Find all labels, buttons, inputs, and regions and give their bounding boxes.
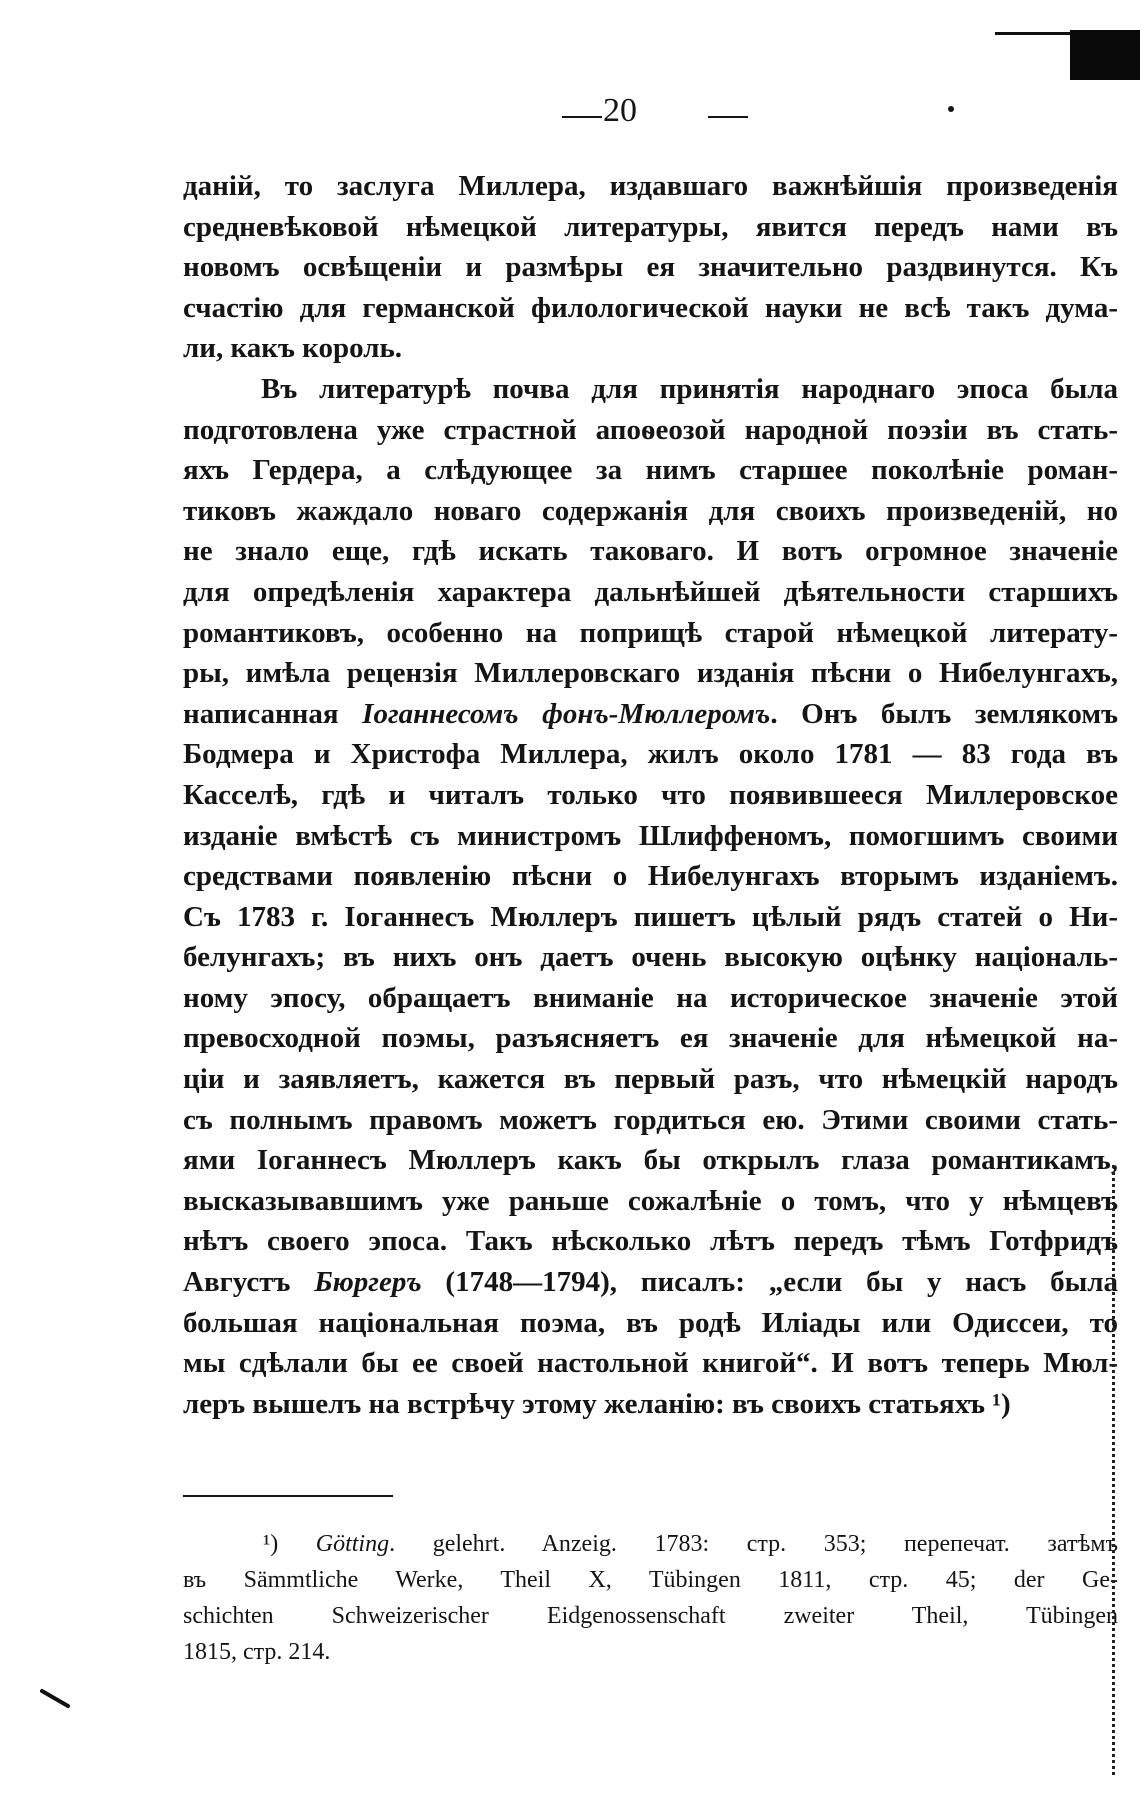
text-line: даній, то заслуга Миллера, издавшаго важнѣйшія произведенія [183,170,1118,202]
text-line: тиковъ жаждало новаго содержанія для своихъ произведеній, но [183,494,1118,527]
footnote-line: 1815, стр. 214. [183,1639,331,1665]
text-line: съ полнымъ правомъ можетъ гордиться ею. Этими своими стать- [183,1103,1118,1136]
page-number: 20 [603,92,637,129]
text-line: изданіе вмѣстѣ съ министромъ Шлиффеномъ, помогшимъ своими [183,819,1118,852]
text-line: высказывавшимъ уже раньше сожалѣніе о томъ, что у нѣмцевъ [183,1184,1118,1217]
text-line: счастію для германской филологической науки не всѣ такъ дума- [183,291,1118,324]
text-line: Касселѣ, гдѣ и читалъ только что появившееся Миллеровское [183,778,1118,811]
italic-name: Бюргеръ [314,1266,422,1299]
text-line: ціи и заявляетъ, кажется въ первый разъ, что нѣмецкій народъ [183,1063,1118,1096]
header-dot [948,106,954,112]
scan-corner-line [995,32,1080,35]
footnote [183,1526,1118,1670]
text-line: Августъ Бюргеръ (1748—1794), писалъ: „если бы у насъ была [183,1266,1118,1299]
italic-name: Іоганнесомъ фонъ-Мюллеромъ [362,697,771,730]
italic-name: Götting [315,1531,390,1557]
header-dash-right [708,116,748,118]
text-line: нѣтъ своего эпоса. Такъ нѣсколько лѣтъ передъ тѣмъ Готфридъ [183,1225,1118,1258]
scan-stray-mark [40,1688,72,1710]
text-line: большая національная поэма, въ родѣ Иліады или Одиссеи, то [183,1306,1118,1339]
text-line: ному эпосу, обращаетъ вниманіе на историческое значеніе этой [183,981,1118,1014]
text-line: средневѣковой нѣмецкой литературы, явится передъ нами въ [183,210,1118,243]
page-header [0,92,1140,142]
footnote-line: schichten Schweizerischer Eidgenossenschaft zweiter Theil, Tübingen [183,1603,1118,1629]
text-line: леръ вышелъ на встрѣчу этому желанію: въ своихъ статьяхъ ¹) [183,1387,1011,1420]
body-text [183,166,1118,1424]
text-line: мы сдѣлали бы ее своей настольной книгой“. И вотъ теперь Мюл- [183,1347,1118,1380]
text-line: написанная Іоганнесомъ фонъ-Мюллеромъ. Онъ былъ землякомъ [183,697,1119,730]
text-line: подготовлена уже страстной апоѳеозой народной поэзіи въ стать- [183,413,1118,446]
text-line: ли, какъ король. [183,332,403,365]
text-line: ями Іоганнесъ Мюллеръ какъ бы открылъ глаза романтикамъ, [183,1144,1118,1177]
text-line: ры, имѣла рецензія Миллеровскаго изданія пѣсни о Нибелунгахъ, [183,657,1118,690]
text-line: белунгахъ; въ нихъ онъ даетъ очень высокую оцѣнку національ- [183,941,1118,974]
text-line: романтиковъ, особенно на поприщѣ старой нѣмецкой литерату- [183,616,1118,649]
scan-corner-bar [1070,30,1140,80]
text-line: Съ 1783 г. Іоганнесъ Мюллеръ пишетъ цѣлый рядъ статей о Ни- [183,900,1118,933]
text-line: превосходной поэмы, разъясняетъ ея значеніе для нѣмецкой на- [183,1022,1118,1055]
footnote-line: ¹) Götting. gelehrt. Anzeig. 1783: стр. 353; перепечат. затѣмъ [263,1531,1118,1557]
text-line: яхъ Гердера, а слѣдующее за нимъ старшее поколѣніе роман- [183,454,1118,487]
text-line: новомъ освѣщеніи и размѣры ея значительно раздвинутся. Къ [183,251,1118,284]
text-line: Бодмера и Христофа Миллера, жилъ около 1781 — 83 года въ [183,738,1118,771]
text-line: Въ литературѣ почва для принятія народнаго эпоса была [261,372,1118,405]
footnote-line: въ Sämmtliche Werke, Theil X, Tübingen 1811, стр. 45; der Ge- [183,1567,1118,1593]
text-line: для опредѣленія характера дальнѣйшей дѣятельности старшихъ [183,575,1118,608]
scan-margin-line [1112,1165,1115,1775]
footnote-rule [183,1495,393,1497]
text-line: средствами появленію пѣсни о Нибелунгахъ вторымъ изданіемъ. [183,860,1118,893]
scan-corner-mark [1000,20,1140,85]
text-line: не знало еще, гдѣ искать таковаго. И вотъ огромное значеніе [183,535,1118,568]
